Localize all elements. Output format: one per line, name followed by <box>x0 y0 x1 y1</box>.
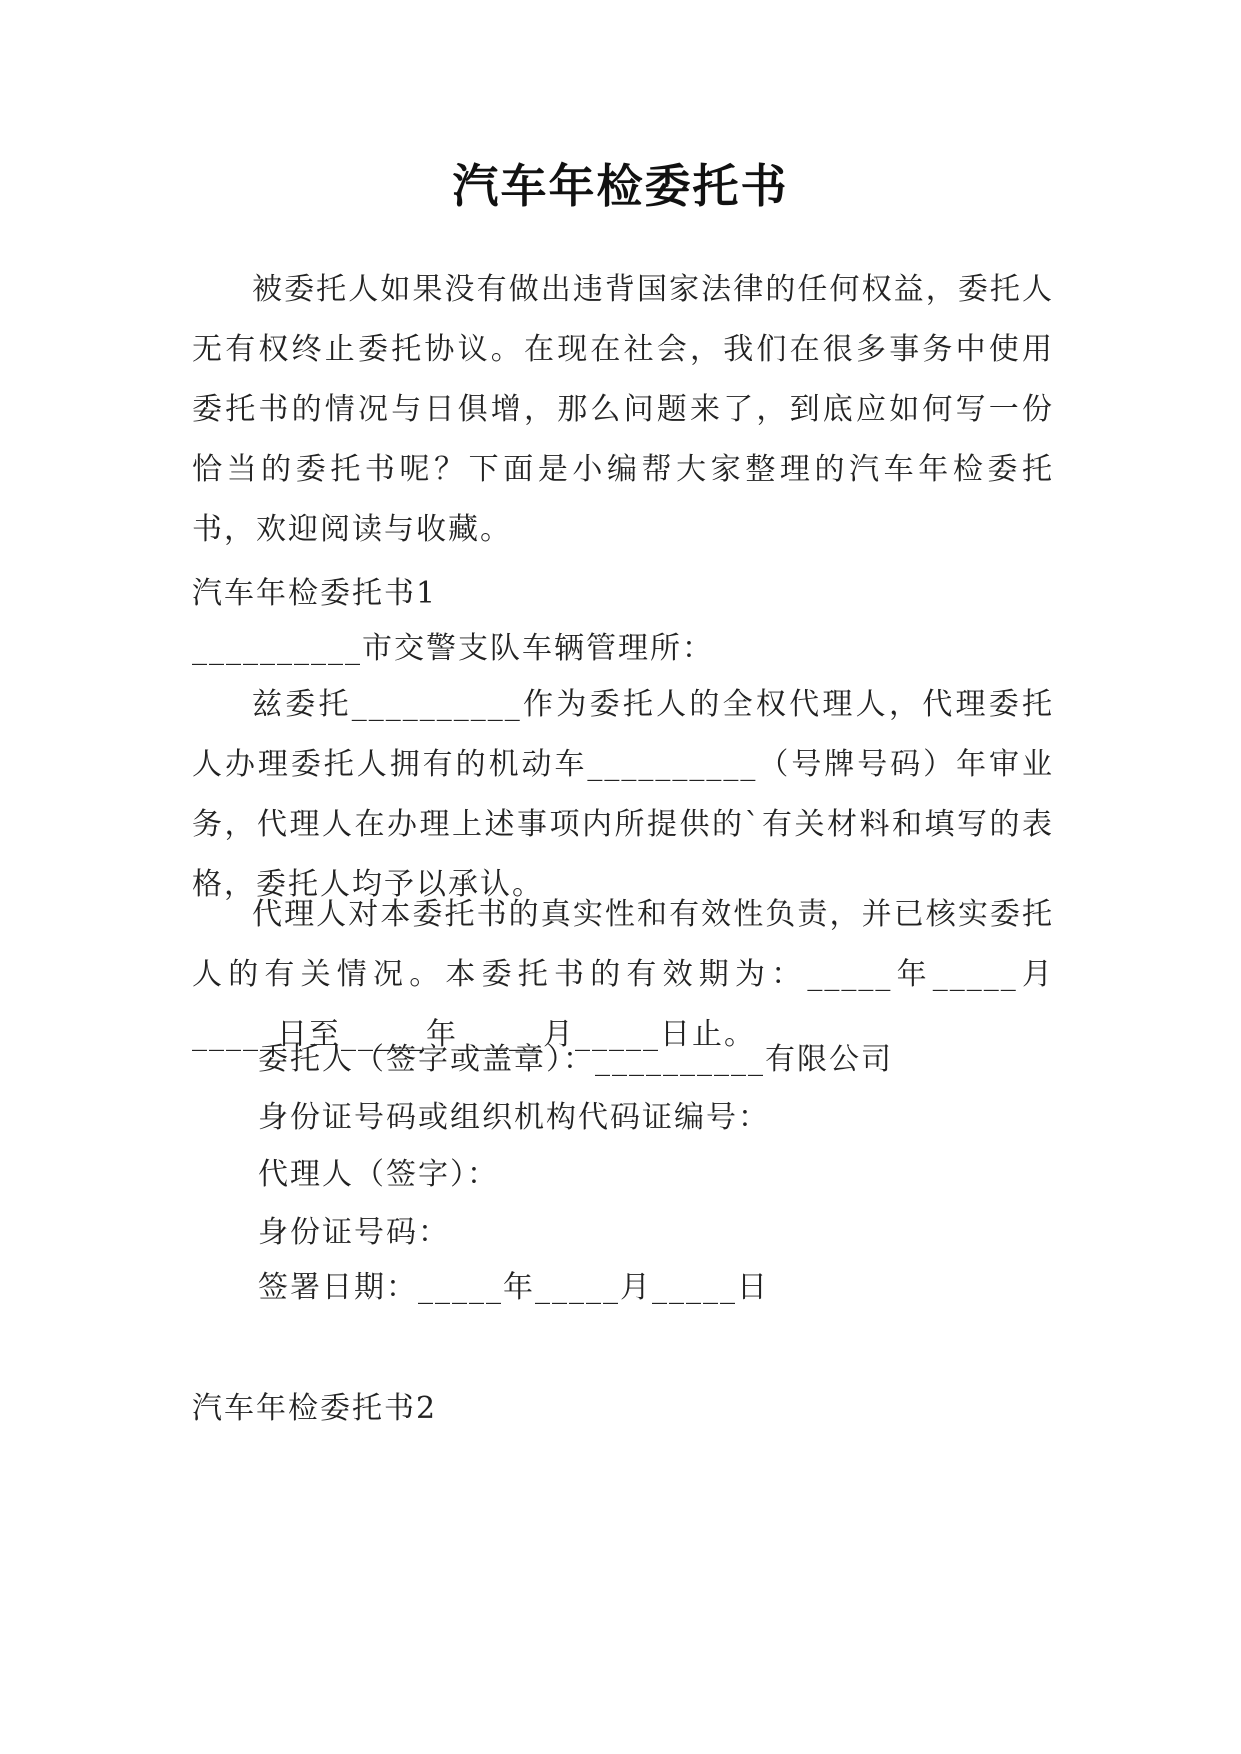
authorization-block <box>192 675 1054 915</box>
document-title: 汽车年检委托书 <box>452 159 789 213</box>
intro-paragraph: 被委托人如果没有做出违背国家法律的任何权益，委托人无有权终止委托协议。在现在社会，我们在很多事务中使用委托书的情况与日俱增，那么问题来了，到底应如何写一份恰当的委托书呢？下面是小编帮大家整理的汽车年检委托书，欢迎阅读与收藏。 <box>192 272 1054 547</box>
agent-signature-line: 代理人（签字）： <box>258 1157 499 1192</box>
agent-id-number-line: 身份证号码： <box>258 1215 450 1250</box>
intro-block <box>192 260 1054 560</box>
id-or-org-code-line: 身份证号码或组织机构代码证编号： <box>258 1100 770 1135</box>
validity-block <box>192 885 1054 1065</box>
signing-date-line: 签署日期：_____年_____月_____日 <box>258 1270 769 1305</box>
principal-signature-line: 委托人（签字或盖章）：__________有限公司 <box>258 1042 893 1077</box>
validity-paragraph: 代理人对本委托书的真实性和有效性负责，并已核实委托人的有关情况。本委托书的有效期为：_____年_____月_____日至_____年_____月_____日止。 <box>192 897 1054 1052</box>
authorization-paragraph: 兹委托__________作为委托人的全权代理人，代理委托人办理委托人拥有的机动车__________（号牌号码）年审业务，代理人在办理上述事项内所提供的`有关材料和填写的表格，委托人均予以承认。 <box>192 687 1054 902</box>
addressee-line: __________市交警支队车辆管理所： <box>192 631 714 666</box>
section-1-heading: 汽车年检委托书1 <box>192 576 438 611</box>
section-2-heading: 汽车年检委托书2 <box>192 1391 438 1426</box>
